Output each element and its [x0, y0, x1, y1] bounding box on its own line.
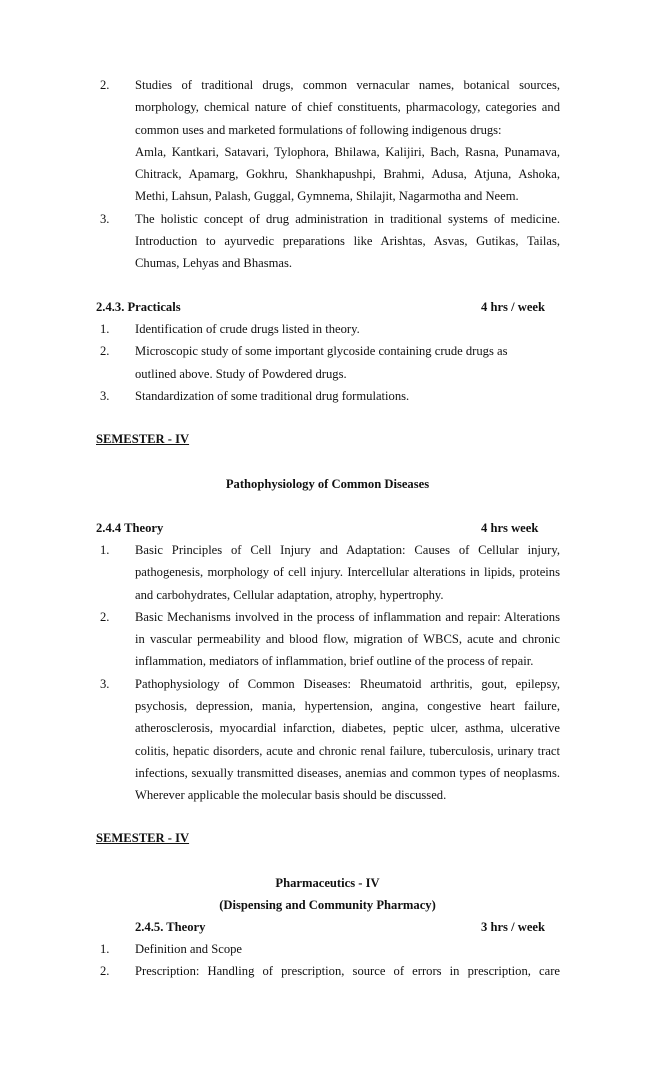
- practicals-hours: 4 hrs / week: [481, 300, 546, 314]
- practicals-heading: 2.4.3. Practicals: [96, 300, 181, 314]
- theory-hours: 4 hrs week: [481, 521, 539, 535]
- item-number: 2.: [100, 78, 110, 92]
- item-text: Standardization of some traditional drug formulations.: [135, 388, 410, 403]
- item-text: Definition and Scope: [135, 942, 243, 956]
- item-number: 1.: [100, 942, 110, 956]
- pharmaceutics-list: [96, 938, 560, 983]
- item-number: 3.: [100, 211, 110, 226]
- item-text: outlined above. Study of Powdered drugs.: [135, 366, 347, 381]
- course-title: Pharmaceutics - IV: [275, 876, 380, 890]
- item-text: The holistic concept of drug administration in traditional systems of medicine. Introduction to ayurvedic preparations like Arishtas, Asvas, Gutikas, Tailas, Chumas, Lehyas and Bhasmas.: [135, 211, 560, 271]
- item-number: 2.: [100, 344, 110, 359]
- list-item: [96, 74, 560, 208]
- list-item: [96, 938, 560, 960]
- item-text: Studies of traditional drugs, common vernacular names, botanical sources, morphology, chemical nature of chief constituents, pharmacology, categories and common uses and marketed formulations of following indigenous drugs:: [135, 78, 560, 137]
- item-number: 1.: [100, 322, 110, 336]
- item-text: Microscopic study of some important glycoside containing crude drugs as: [135, 344, 508, 359]
- item-number: 2.: [100, 964, 110, 979]
- item-text: Identification of crude drugs listed in theory.: [135, 322, 360, 336]
- list-item: [96, 208, 560, 275]
- item-number: 3.: [100, 388, 110, 403]
- list-item: [96, 960, 560, 982]
- theory-heading: 2.4.5. Theory: [135, 920, 206, 934]
- item-number: 3.: [100, 676, 110, 691]
- traditional-drugs-list: [96, 74, 560, 275]
- practicals-list: [96, 318, 560, 407]
- item-text: Prescription: Handling of prescription, source of errors in prescription, care: [135, 964, 560, 979]
- course-subtitle: (Dispensing and Community Pharmacy): [219, 898, 436, 912]
- theory-hours: 3 hrs / week: [481, 920, 546, 934]
- item-text: Pathophysiology of Common Diseases: Rheumatoid arthritis, gout, epilepsy, psychosis, depression, mania, hypertension, angina, congestive heart failure, atherosclerosis, myocardial infarction, diabetes, peptic ulcer, asthma, ulcerative colitis, hepatic disorders, acute and chronic renal failure, tuberculosis, urinary tract infections, sexually transmitted diseases, anemias and common types of neoplasms. Wherever applicable the molecular basis should be discussed.: [135, 676, 560, 803]
- pathophysiology-list: [96, 539, 560, 807]
- theory-heading: 2.4.4 Theory: [96, 521, 164, 535]
- list-item: [96, 606, 560, 673]
- list-item: [96, 340, 560, 385]
- item-number: 2.: [100, 609, 110, 624]
- list-item: [96, 673, 560, 807]
- list-item: [96, 385, 560, 407]
- indigenous-drugs-list: Amla, Kantkari, Satavari, Tylophora, Bhilawa, Kalijiri, Bach, Rasna, Punamava, Chitrack, Apamarg, Gokhru, Shankhapushpi, Brahmi, Adusa, Atjuna, Ashoka, Methi, Lahsun, Palash, Guggal, Gymnema, Shilajit, Nagarmotha and Neem.: [135, 144, 560, 204]
- item-text: Basic Principles of Cell Injury and Adaptation: Causes of Cellular injury, pathogenesis, morphology of cell injury. Intercellular alterations in lipids, proteins and carbohydrates, Cellular adaptation, atrophy, hypertrophy.: [135, 543, 560, 602]
- list-item: [96, 318, 560, 340]
- item-text: Basic Mechanisms involved in the process of inflammation and repair: Alterations in vascular permeability and blood flow, migration of WBCS, acute and chronic inflammation, mediators of inflammation, brief outline of the process of repair.: [135, 609, 560, 669]
- semester-heading: SEMESTER - IV: [96, 831, 190, 845]
- semester-heading: SEMESTER - IV: [96, 432, 190, 446]
- item-number: 1.: [100, 543, 110, 557]
- list-item: [96, 539, 560, 606]
- course-title: Pathophysiology of Common Diseases: [225, 477, 430, 491]
